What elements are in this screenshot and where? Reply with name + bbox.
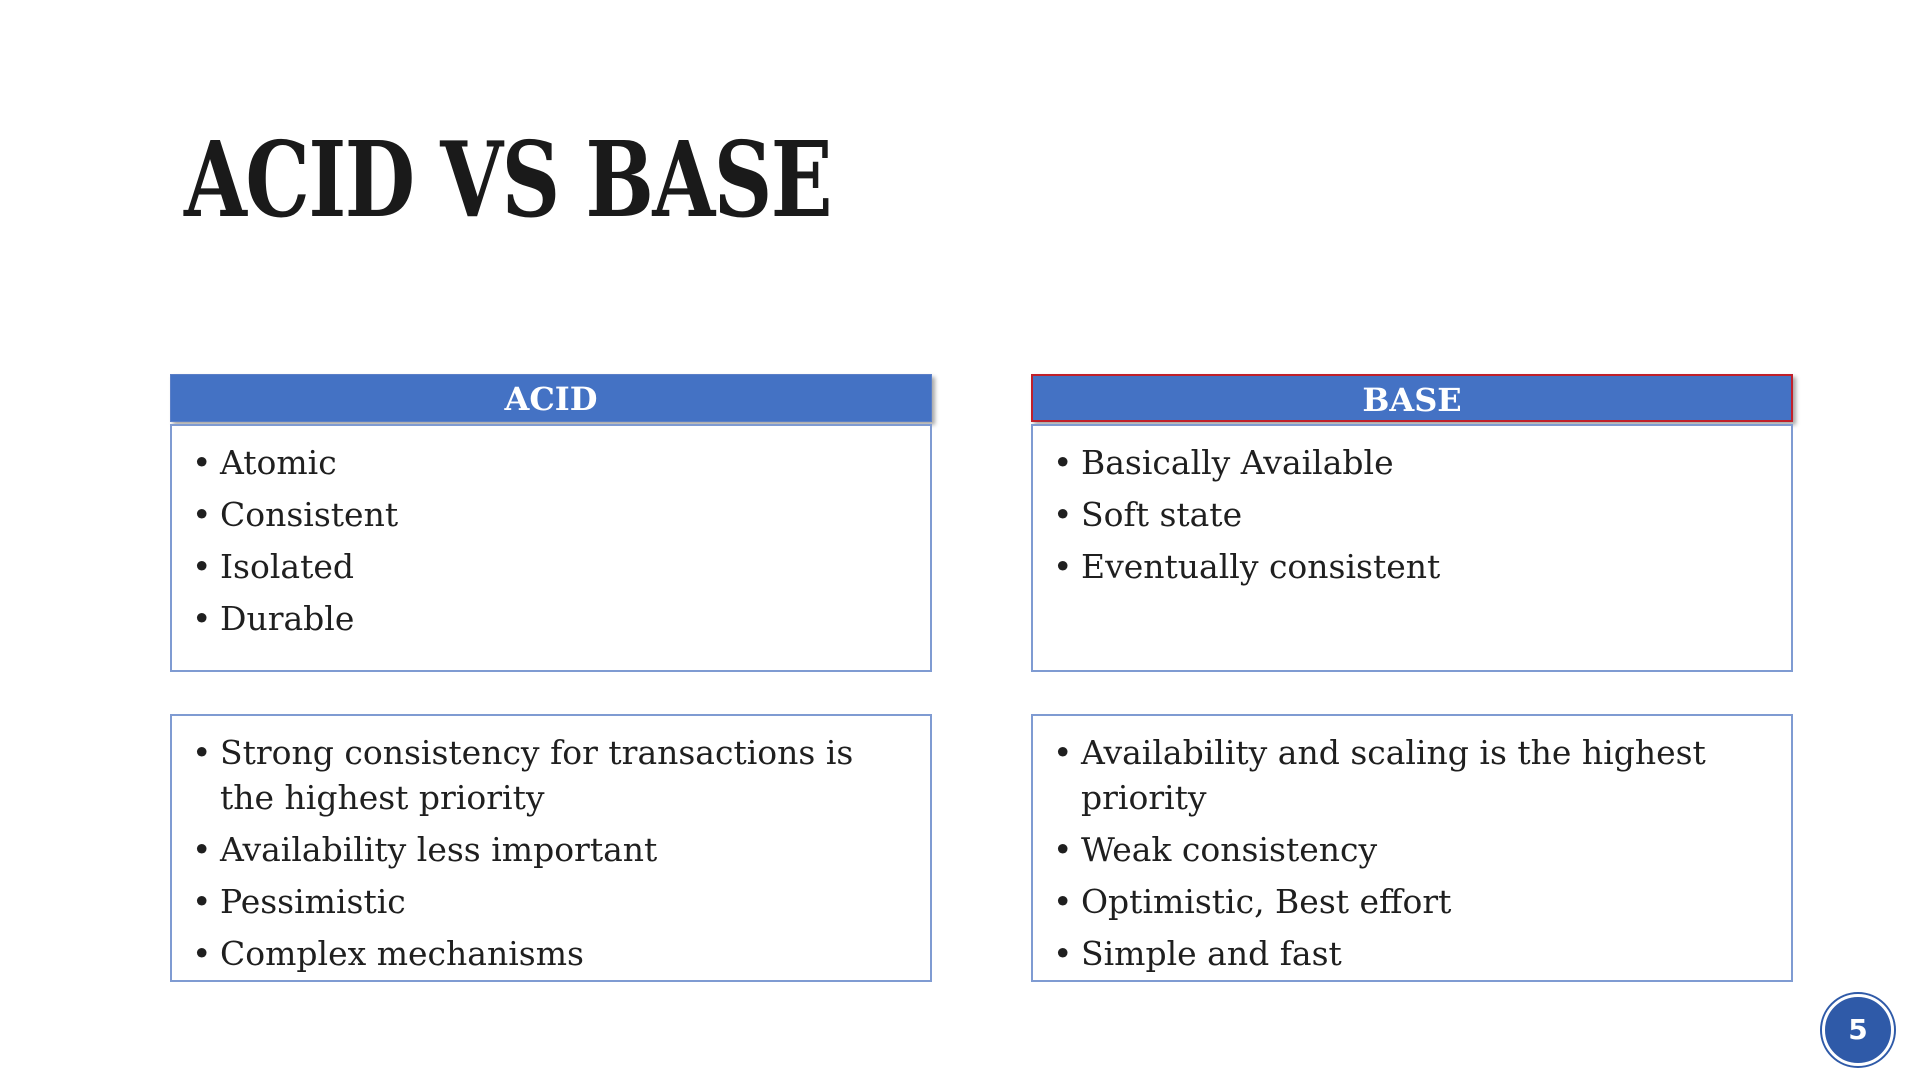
list-item: • Durable [192, 596, 910, 641]
acid-properties-list [172, 426, 930, 641]
acid-header: ACID [170, 374, 932, 422]
list-item: • Strong consistency for transactions is the highest priority [192, 730, 910, 820]
list-item: • Consistent [192, 492, 910, 537]
acid-characteristics-list [172, 716, 930, 976]
acid-characteristics-box [170, 714, 932, 982]
base-properties-box [1031, 424, 1793, 672]
base-characteristics-list [1033, 716, 1791, 976]
page-number-badge: 5 [1822, 994, 1894, 1066]
list-item: • Simple and fast [1053, 931, 1771, 976]
list-item: • Complex mechanisms [192, 931, 910, 976]
list-item: • Atomic [192, 440, 910, 485]
list-item: • Eventually consistent [1053, 544, 1771, 589]
base-characteristics-box [1031, 714, 1793, 982]
list-item: • Availability less important [192, 827, 910, 872]
slide-title: ACID VS BASE [184, 118, 831, 241]
list-item: • Isolated [192, 544, 910, 589]
base-header: BASE [1031, 374, 1793, 422]
list-item: • Basically Available [1053, 440, 1771, 485]
base-properties-list [1033, 426, 1791, 589]
list-item: • Availability and scaling is the highest priority [1053, 730, 1771, 820]
acid-properties-box [170, 424, 932, 672]
list-item: • Weak consistency [1053, 827, 1771, 872]
list-item: • Optimistic, Best effort [1053, 879, 1771, 924]
list-item: • Soft state [1053, 492, 1771, 537]
list-item: • Pessimistic [192, 879, 910, 924]
